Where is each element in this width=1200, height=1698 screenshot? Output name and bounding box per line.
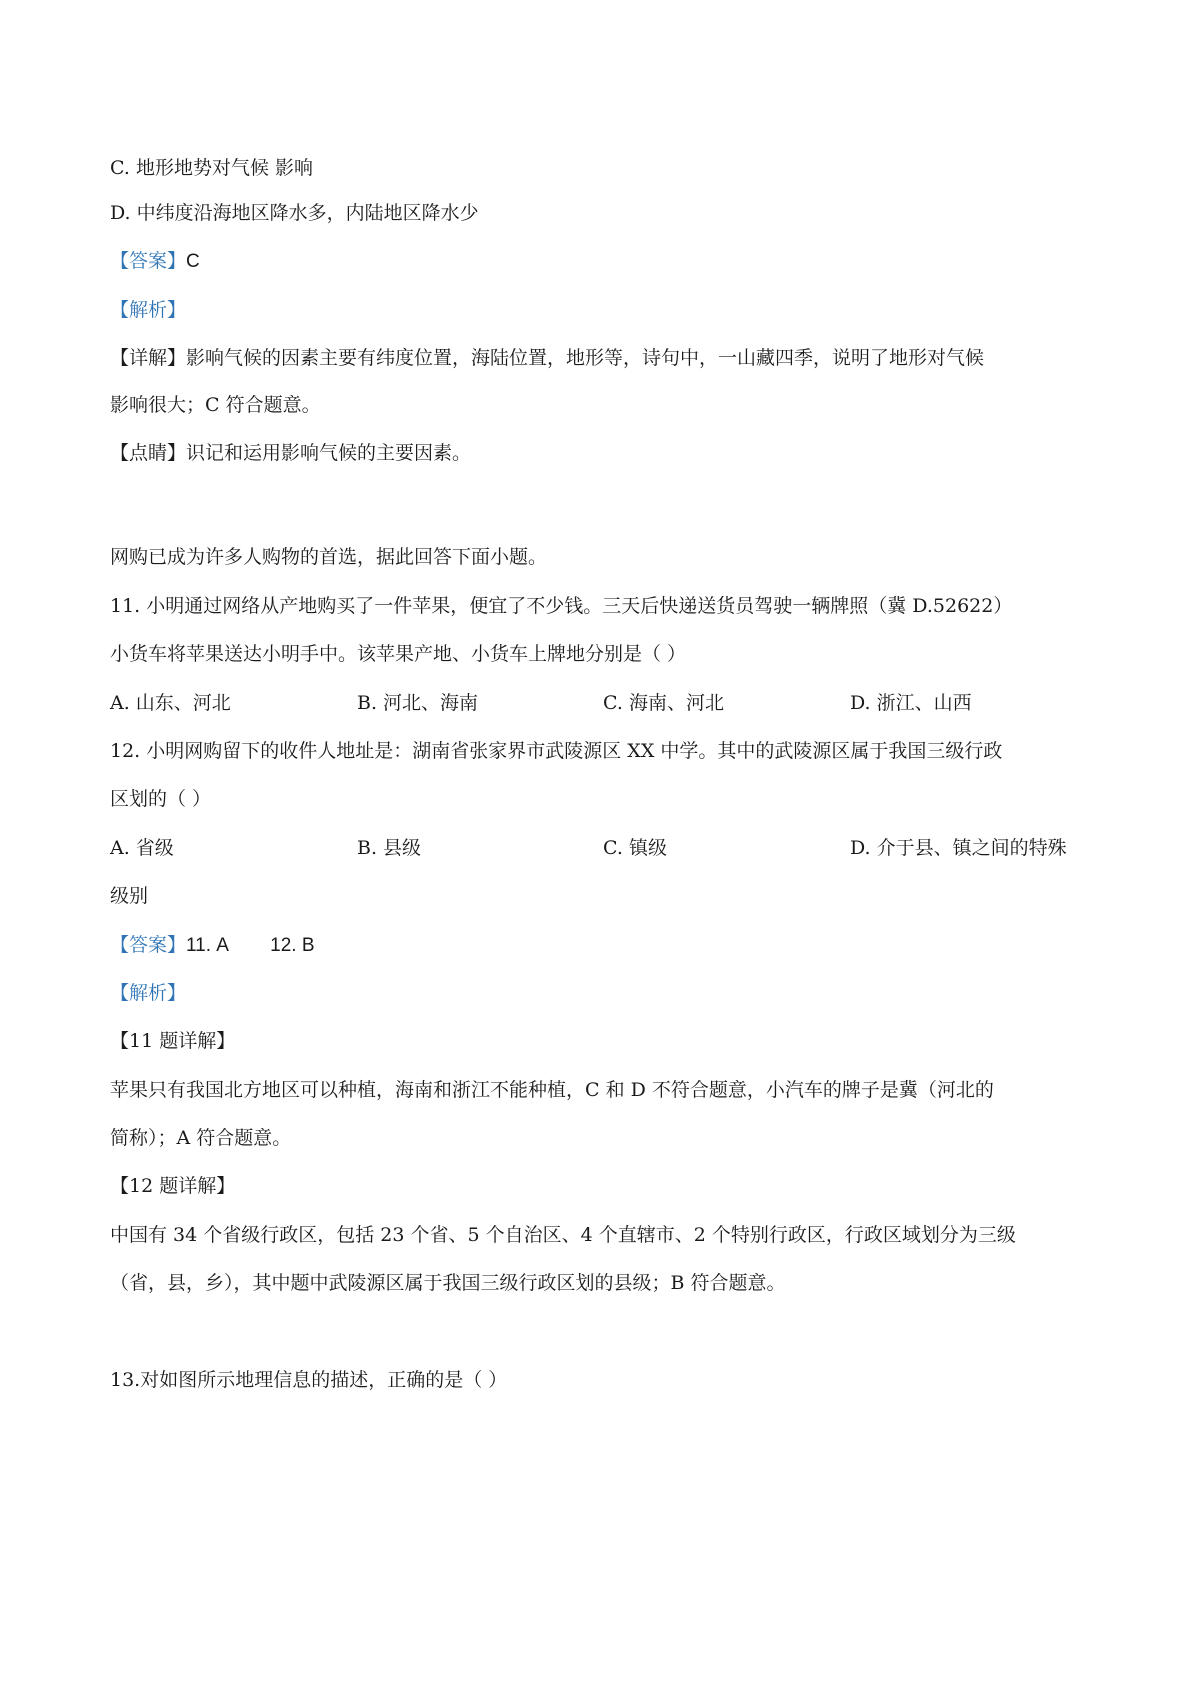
q11-option-c: C. 海南、河北: [603, 692, 724, 714]
answer-label: 【答案】: [110, 250, 187, 272]
q12-option-a: A. 省级: [110, 837, 174, 859]
q11-detail-line1: 苹果只有我国北方地区可以种植，海南和浙江不能种植，C 和 D 不符合题意，小汽车的牌子是冀（河北的: [110, 1079, 994, 1101]
group-intro: 网购已成为许多人购物的首选，据此回答下面小题。: [110, 546, 548, 568]
answer-value: 11. A 12. B: [186, 935, 315, 956]
q10-answer: [110, 248, 200, 275]
q10-option-c: C. 地形地势对气候 影响: [110, 157, 313, 179]
q10-analysis-label: 【解析】: [110, 299, 187, 321]
q11-stem-line1: 11. 小明通过网络从产地购买了一件苹果，便宜了不少钱。三天后快递送货员驾驶一辆牌照（冀 D.52622）: [110, 595, 1013, 617]
q12-stem-line2: 区划的（ ）: [110, 788, 212, 810]
group-analysis-label: 【解析】: [110, 982, 187, 1004]
q10-option-d: D. 中纬度沿海地区降水多，内陆地区降水少: [110, 202, 479, 224]
q12-option-d: D. 介于县、镇之间的特殊: [850, 837, 1067, 859]
q10-detail-line1: 【详解】影响气候的因素主要有纬度位置，海陆位置，地形等，诗句中，一山藏四季，说明了地形对气候: [110, 347, 985, 369]
q11-option-b: B. 河北、海南: [357, 692, 479, 714]
q11-detail-line2: 简称）；A 符合题意。: [110, 1127, 292, 1149]
q12-option-d-continued: 级别: [110, 885, 149, 907]
q12-option-b: B. 县级: [357, 837, 422, 859]
group-answer: [110, 932, 315, 959]
q11-stem-line2: 小货车将苹果送达小明手中。该苹果产地、小货车上牌地分别是（ ）: [110, 643, 687, 665]
answer-label: 【答案】: [110, 934, 187, 956]
q10-comment: 【点睛】识记和运用影响气候的主要因素。: [110, 442, 472, 464]
q11-option-a: A. 山东、河北: [110, 692, 231, 714]
q12-detail-line2: （省，县，乡），其中题中武陵源区属于我国三级行政区划的县级；B 符合题意。: [110, 1272, 786, 1294]
q12-stem-line1: 12. 小明网购留下的收件人地址是：湖南省张家界市武陵源区 XX 中学。其中的武陵源区属于我国三级行政: [110, 740, 1003, 762]
q11-detail-label: 【11 题详解】: [110, 1030, 236, 1052]
q12-detail-line1: 中国有 34 个省级行政区，包括 23 个省、5 个自治区、4 个直辖市、2 个特别行政区，行政区域划分为三级: [110, 1224, 1016, 1246]
q11-option-d: D. 浙江、山西: [850, 692, 972, 714]
q12-option-c: C. 镇级: [603, 837, 667, 859]
answer-value: C: [186, 251, 200, 272]
q12-detail-label: 【12 题详解】: [110, 1175, 236, 1197]
q13-stem: 13.对如图所示地理信息的描述，正确的是（ ）: [110, 1369, 508, 1391]
q10-detail-line2: 影响很大；C 符合题意。: [110, 394, 321, 416]
